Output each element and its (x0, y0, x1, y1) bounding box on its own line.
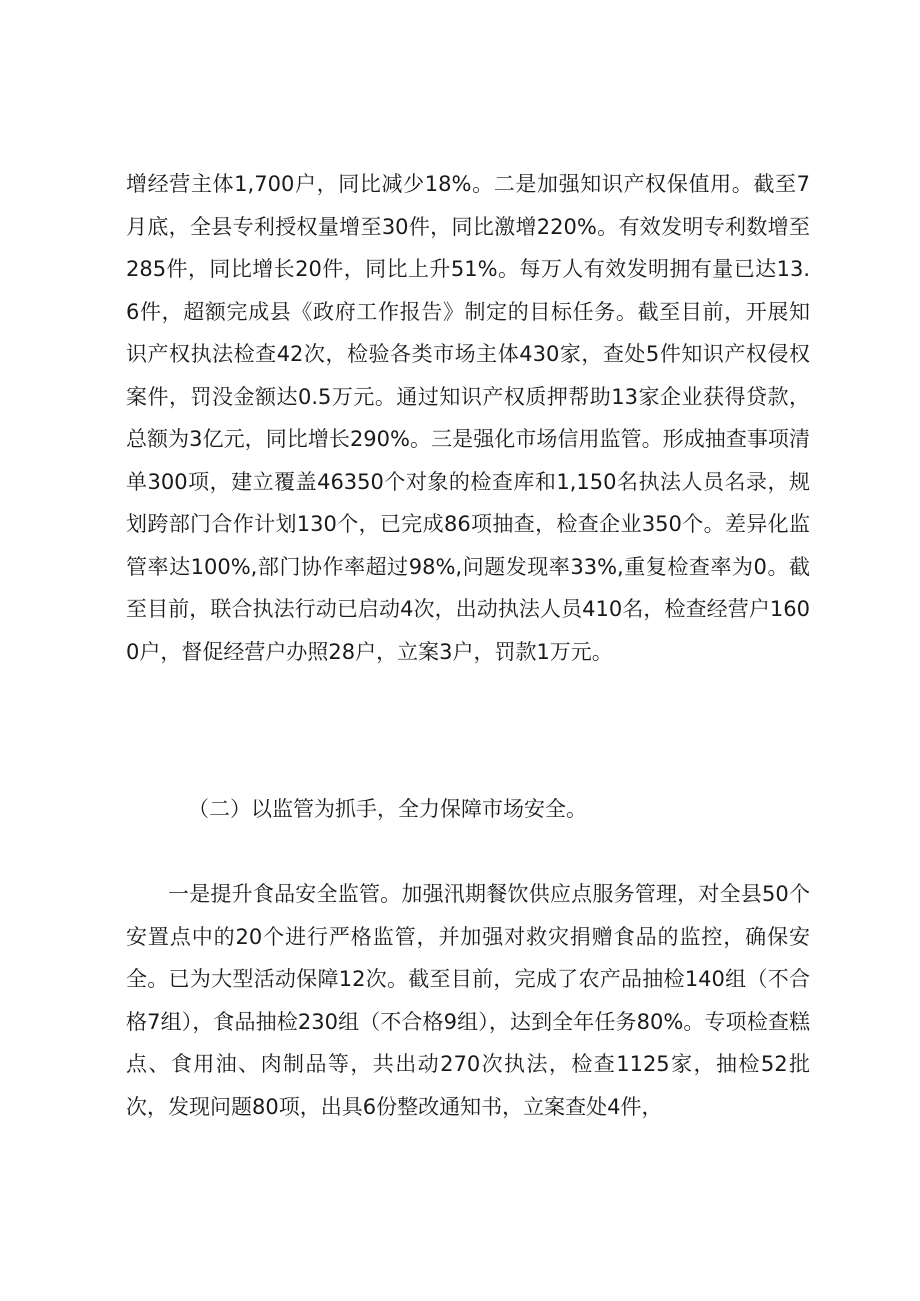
body-paragraph-food-safety: 一是提升食品安全监管。加强汛期餐饮供应点服务管理，对全县50个安置点中的20个进行严格监管，并加强对救灾捐赠食品的监控，确保安全。已为大型活动保障12次。截至目前，完成了农产品抽检140组（不合格7组），食品抽检230组（不合格9组），达到全年任务80%。专项检查糕点、食用油、肉制品等，共出动270次执法，检查1125家，抽检52批次，发现问题80项，出具6份整改通知书，立案查处4件， (126, 882, 810, 1119)
section-heading: （二）以监管为抓手，全力保障市场安全。 (188, 797, 587, 821)
body-paragraph-intellectual-property: 增经营主体1,700户，同比减少18%。二是加强知识产权保值用。截至7月底，全县专利授权量增至30件，同比激增220%。有效发明专利数增至285件，同比增长20件，同比上升51%。每万人有效发明拥有量已达13.6件，超额完成县《政府工作报告》制定的目标任务。截至目前，开展知识产权执法检查42次，检验各类市场主体430家，查处5件知识产权侵权案件，罚没金额达0.5万元。通过知识产权质押帮助13家企业获得贷款，总额为3亿元，同比增长290%。三是强化市场信用监管。形成抽查事项清单300项，建立覆盖46350个对象的检查库和1,150名执法人员名录，规划跨部门合作计划130个，已完成86项抽查，检查企业350个。差异化监管率达100%,部门协作率超过98%,问题发现率33%,重复检查率为0。截至目前，联合执法行动已启动4次，出动执法人员410名，检查经营户1600户，督促经营户办照28户，立案3户，罚款1万元。 (126, 172, 810, 664)
